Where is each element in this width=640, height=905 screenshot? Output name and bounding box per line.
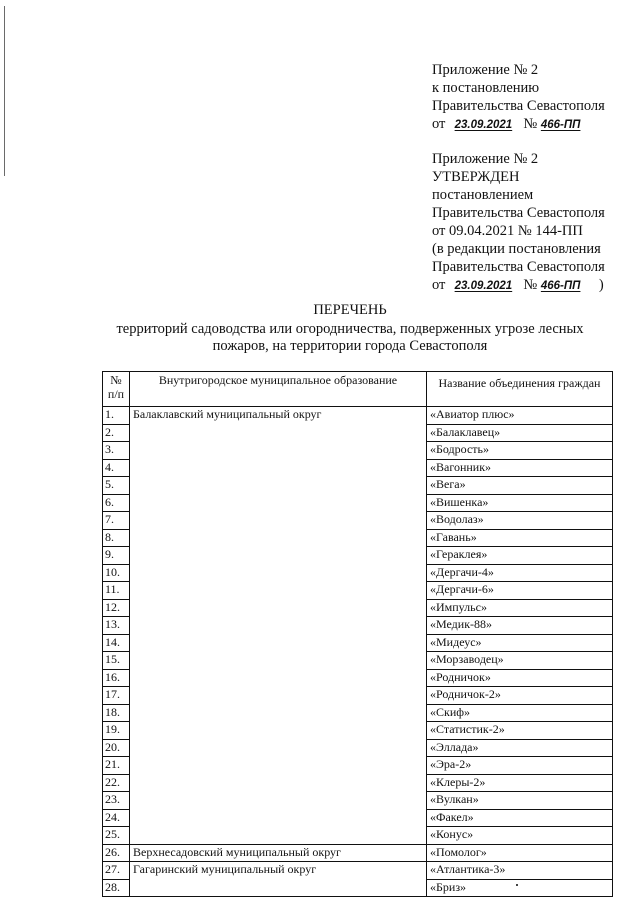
approved-label: УТВЕРЖДЕН bbox=[432, 169, 520, 185]
association-name: «Помолог» bbox=[427, 844, 613, 862]
row-number: 27. bbox=[103, 862, 130, 880]
handwritten-number: 466-ПП bbox=[540, 119, 581, 131]
table-row bbox=[103, 407, 613, 425]
row-number: 18. bbox=[103, 704, 130, 722]
association-name: «Бодрость» bbox=[427, 442, 613, 460]
territories-table bbox=[102, 371, 613, 897]
appendix-authority: Правительства Севастополя bbox=[432, 98, 605, 114]
row-number: 1. bbox=[103, 407, 130, 425]
row-number: 22. bbox=[103, 774, 130, 792]
amendment-authority: Правительства Севастополя bbox=[432, 259, 605, 275]
association-name: «Скиф» bbox=[427, 704, 613, 722]
appendix-authority: Правительства Севастополя bbox=[432, 205, 605, 221]
association-name: «Авиатор плюс» bbox=[427, 407, 613, 425]
district-cell: Верхнесадовский муниципальный округ bbox=[130, 844, 427, 862]
row-number: 8. bbox=[103, 529, 130, 547]
table-row bbox=[103, 862, 613, 880]
row-number: 3. bbox=[103, 442, 130, 460]
district-cell: Балаклавский муниципальный округ bbox=[130, 407, 427, 845]
row-number: 16. bbox=[103, 669, 130, 687]
heading-subtitle: территорий садоводства или огородничества, подверженных угрозе лесных пожаров, на территории города Севастополя bbox=[116, 321, 584, 354]
association-name: «Гавань» bbox=[427, 529, 613, 547]
row-number: 4. bbox=[103, 459, 130, 477]
row-number: 6. bbox=[103, 494, 130, 512]
association-name: «Факел» bbox=[427, 809, 613, 827]
association-name: «Клеры-2» bbox=[427, 774, 613, 792]
association-name: «Балаклавец» bbox=[427, 424, 613, 442]
association-name: «Морзаводец» bbox=[427, 652, 613, 670]
association-name: «Медик-88» bbox=[427, 617, 613, 635]
row-number: 10. bbox=[103, 564, 130, 582]
association-name: «Атлантика-3» bbox=[427, 862, 613, 880]
handwritten-date: 23.09.2021 bbox=[454, 119, 513, 131]
association-name: «Вега» bbox=[427, 477, 613, 495]
association-name: «Импульс» bbox=[427, 599, 613, 617]
row-number: 19. bbox=[103, 722, 130, 740]
scan-edge-line bbox=[4, 6, 5, 176]
table-header-row bbox=[103, 372, 613, 407]
table-body bbox=[103, 407, 613, 897]
association-name: «Эллада» bbox=[427, 739, 613, 757]
appendix-title: Приложение № 2 bbox=[432, 62, 539, 78]
association-name: «Дергачи-4» bbox=[427, 564, 613, 582]
row-number: 28. bbox=[103, 879, 130, 897]
row-number: 17. bbox=[103, 687, 130, 705]
association-name: «Вагонник» bbox=[427, 459, 613, 477]
close-paren: ) bbox=[598, 277, 604, 293]
association-name: «Вулкан» bbox=[427, 792, 613, 810]
association-name: «Родничок» bbox=[427, 669, 613, 687]
association-name: «Гераклея» bbox=[427, 547, 613, 565]
header-num: № п/п bbox=[103, 372, 130, 407]
handwritten-date: 23.09.2021 bbox=[454, 280, 513, 292]
heading-title: ПЕРЕЧЕНЬ bbox=[313, 302, 387, 318]
row-number: 15. bbox=[103, 652, 130, 670]
appendix-ref-line: к постановлению bbox=[432, 80, 540, 96]
number-sign: № bbox=[523, 116, 538, 132]
row-number: 13. bbox=[103, 617, 130, 635]
approved-by-line: постановлением bbox=[432, 187, 534, 203]
district-cell: Гагаринский муниципальный округ bbox=[130, 862, 427, 897]
appendix-block-current bbox=[432, 61, 605, 133]
number-sign: № bbox=[523, 277, 538, 293]
row-number: 2. bbox=[103, 424, 130, 442]
original-decree-line: от 09.04.2021 № 144-ПП bbox=[432, 223, 583, 239]
appendix-title: Приложение № 2 bbox=[432, 151, 539, 167]
from-prefix: от bbox=[432, 116, 446, 132]
row-number: 26. bbox=[103, 844, 130, 862]
row-number: 11. bbox=[103, 582, 130, 600]
association-name: «Конус» bbox=[427, 827, 613, 845]
table-row bbox=[103, 844, 613, 862]
association-name: «Бриз» bbox=[427, 879, 613, 897]
association-name: «Вишенка» bbox=[427, 494, 613, 512]
amendment-line: (в редакции постановления bbox=[432, 241, 601, 257]
association-name: «Мидеус» bbox=[427, 634, 613, 652]
document-heading bbox=[110, 302, 590, 355]
row-number: 25. bbox=[103, 827, 130, 845]
row-number: 9. bbox=[103, 547, 130, 565]
row-number: 23. bbox=[103, 792, 130, 810]
row-number: 14. bbox=[103, 634, 130, 652]
header-district: Внутригородское муниципальное образование bbox=[130, 372, 427, 407]
row-number: 20. bbox=[103, 739, 130, 757]
association-name: «Эра-2» bbox=[427, 757, 613, 775]
appendix-block-original bbox=[432, 150, 605, 294]
association-name: «Родничок-2» bbox=[427, 687, 613, 705]
amendment-date-number-line bbox=[432, 276, 605, 294]
row-number: 24. bbox=[103, 809, 130, 827]
row-number: 5. bbox=[103, 477, 130, 495]
row-number: 12. bbox=[103, 599, 130, 617]
handwritten-number: 466-ПП bbox=[540, 280, 581, 292]
association-name: «Статистик-2» bbox=[427, 722, 613, 740]
association-name: «Водолаз» bbox=[427, 512, 613, 530]
row-number: 21. bbox=[103, 757, 130, 775]
association-name: «Дергачи-6» bbox=[427, 582, 613, 600]
appendix-date-number-line bbox=[432, 115, 605, 133]
header-name: Название объединения граждан bbox=[427, 372, 613, 407]
row-number: 7. bbox=[103, 512, 130, 530]
from-prefix: от bbox=[432, 277, 446, 293]
scan-artifact bbox=[516, 884, 518, 886]
